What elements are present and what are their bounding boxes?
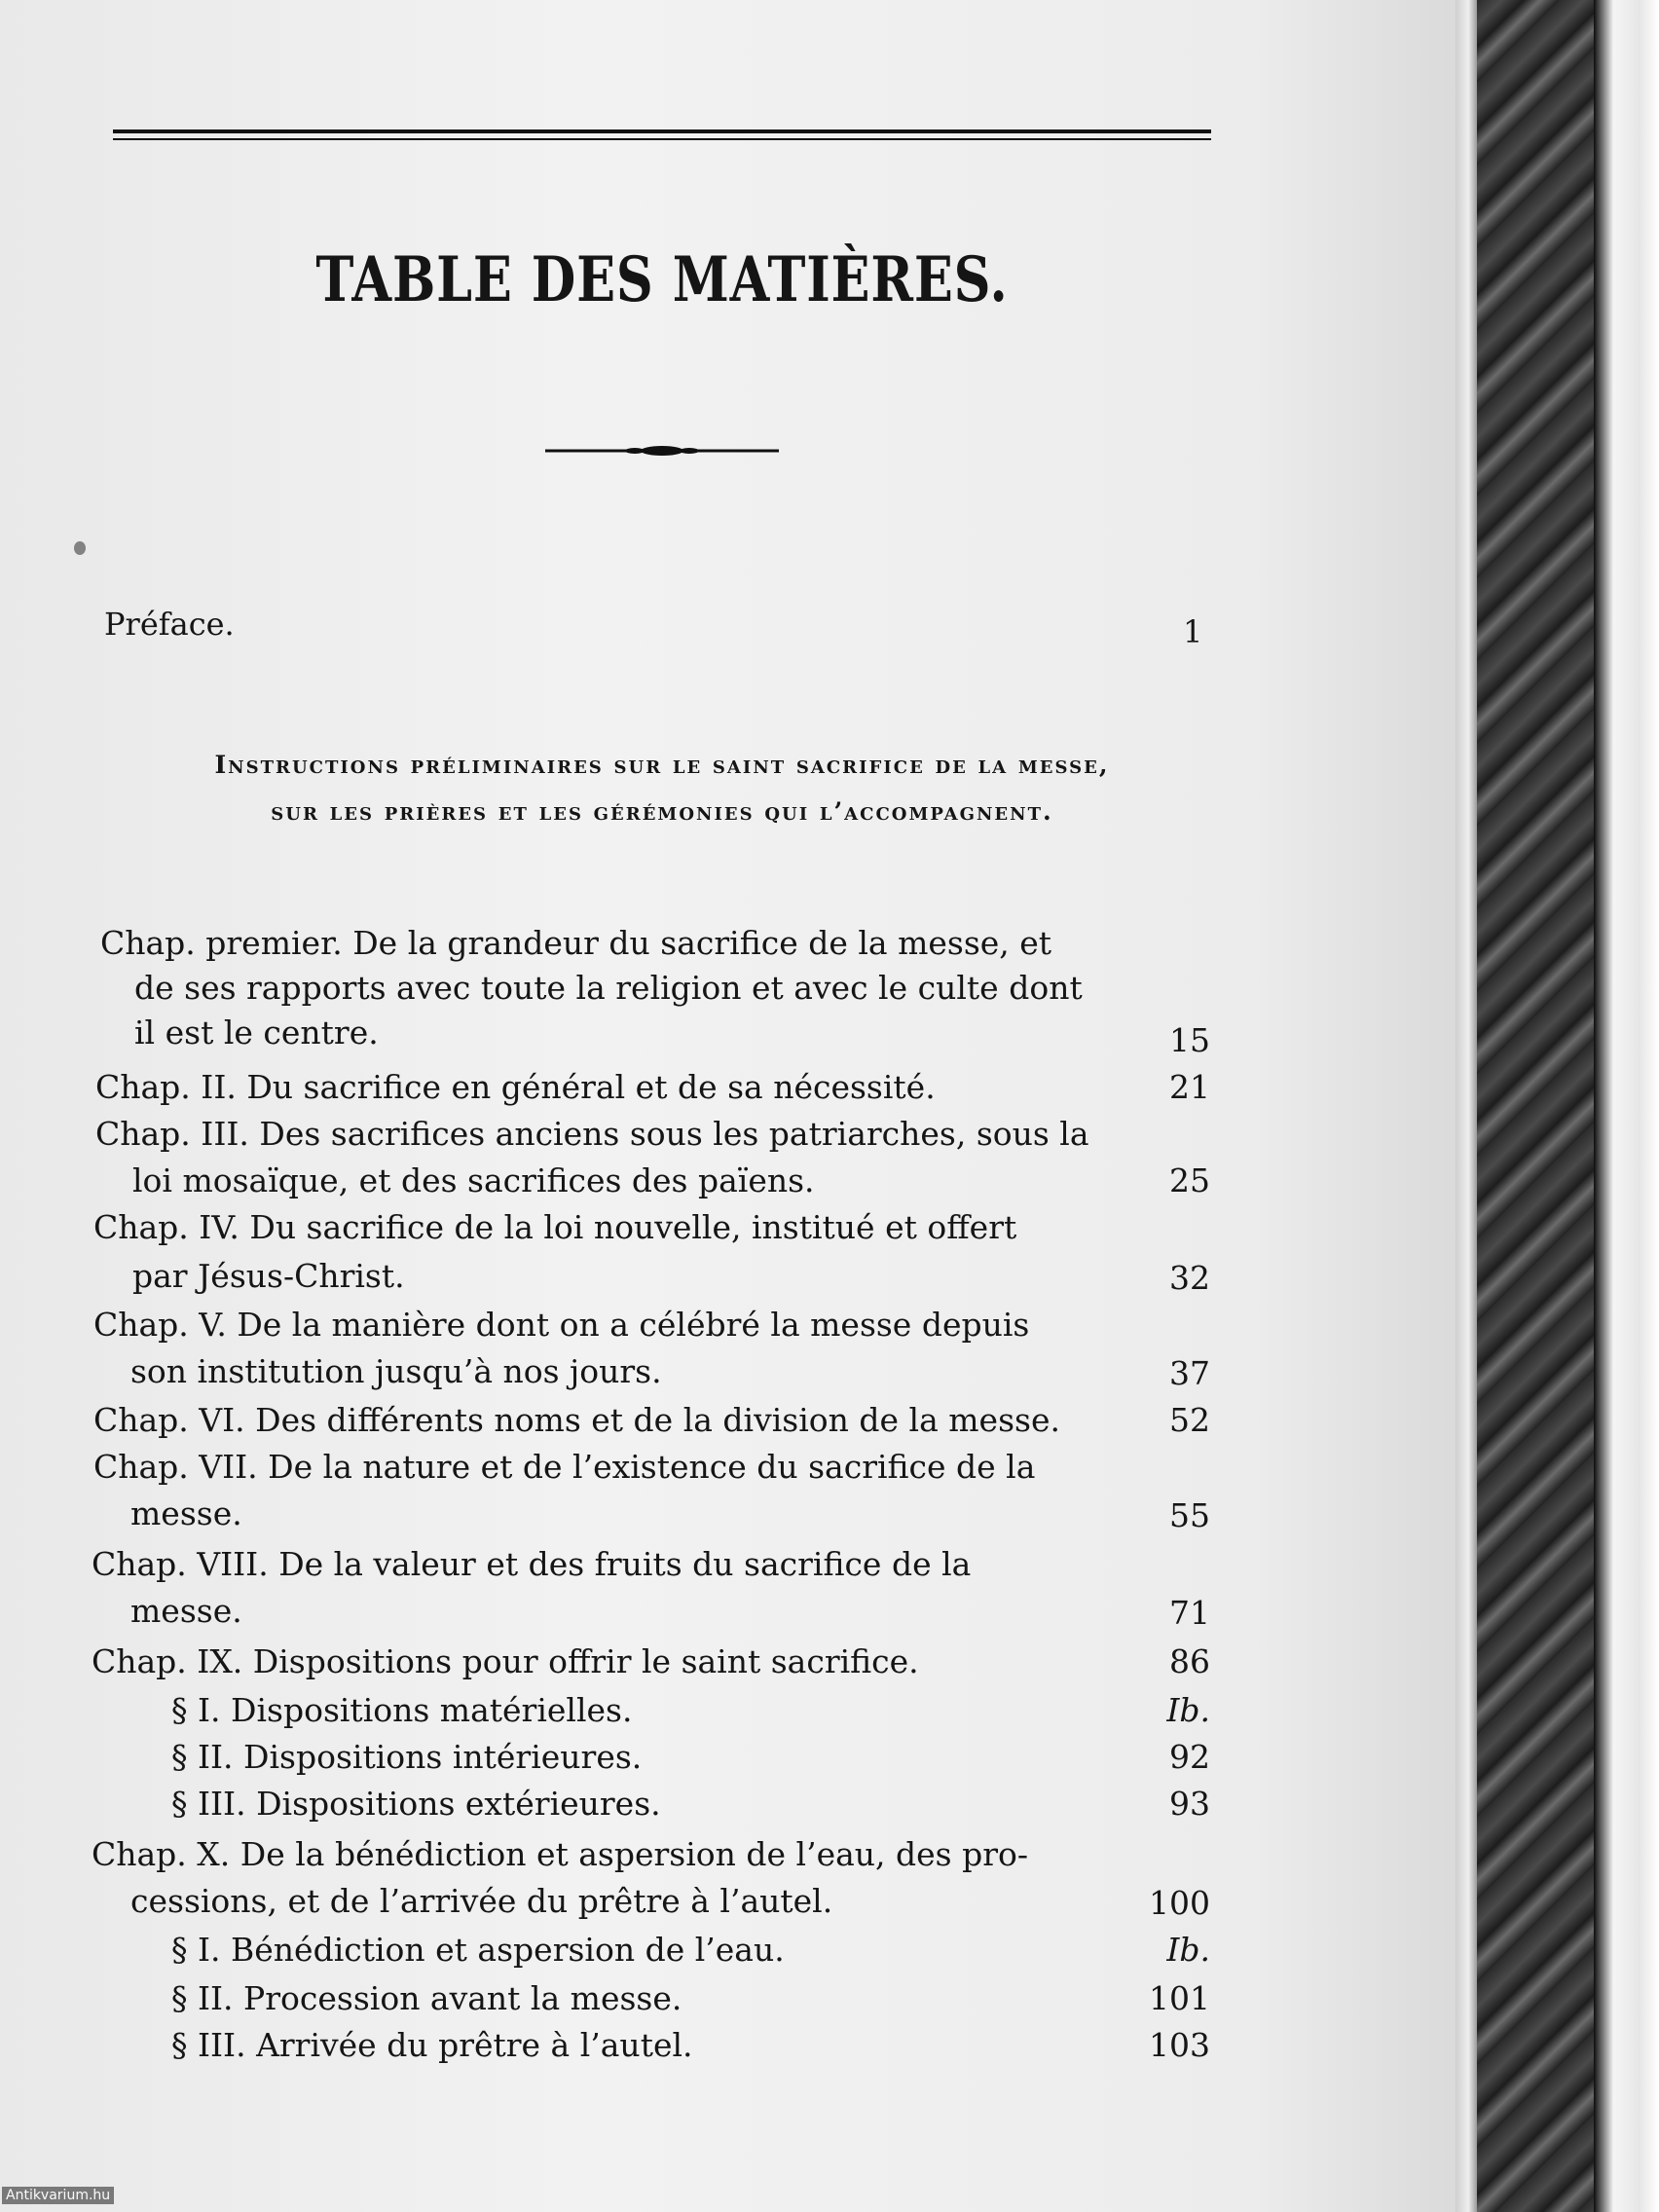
toc-entry-chapter-8-line-1: Chap. VIII. De la valeur et des fruits du sacrifice de la xyxy=(92,1545,972,1583)
toc-entry-chapter-7-line-1: Chap. VII. De la nature et de l’existence du sacrifice de la xyxy=(93,1448,1036,1486)
toc-page-chapter-7: 55 xyxy=(1169,1496,1210,1534)
toc-entry-section-10-2: § II. Procession avant la messe. xyxy=(171,1979,682,2017)
watermark: Antikvarium.hu xyxy=(2,2187,114,2204)
toc-page-chapter-3: 25 xyxy=(1169,1161,1210,1199)
toc-entry-chapter-2: Chap. II. Du sacrifice en général et de sa nécessité. xyxy=(95,1068,936,1106)
toc-entry-chapter-6: Chap. VI. Des différents noms et de la division de la messe. xyxy=(93,1401,1060,1439)
cover-edge xyxy=(1594,0,1659,2212)
toc-page-chapter-5: 37 xyxy=(1169,1354,1210,1392)
top-rule-thin xyxy=(113,138,1211,140)
intro-heading-line-2: sur les prières et les gérémonies qui l’accompagnent. xyxy=(271,797,1053,826)
toc-page-chapter-4: 32 xyxy=(1169,1259,1210,1297)
toc-page-section-10-1: Ib. xyxy=(1166,1931,1210,1969)
toc-entry-chapter-4-line-2: par Jésus-Christ. xyxy=(132,1257,405,1295)
toc-page-chapter-10: 100 xyxy=(1149,1884,1210,1922)
intro-heading-line-1: Instructions préliminaires sur le saint sacrifice de la messe, xyxy=(214,751,1110,779)
toc-entry-chapter-3-line-1: Chap. III. Des sacrifices anciens sous les patriarches, sous la xyxy=(95,1115,1089,1153)
toc-entry-chapter-1-line-2: de ses rapports avec toute la religion et avec le culte dont xyxy=(134,969,1083,1007)
preface-label: Préface. xyxy=(104,606,235,643)
toc-entry-chapter-10-line-2: cessions, et de l’arrivée du prêtre à l’autel. xyxy=(130,1882,833,1920)
toc-entry-chapter-9: Chap. IX. Dispositions pour offrir le saint sacrifice. xyxy=(92,1642,919,1680)
toc-entry-chapter-4-line-1: Chap. IV. Du sacrifice de la loi nouvelle, institué et offert xyxy=(93,1208,1017,1246)
toc-entry-chapter-1-line-3: il est le centre. xyxy=(134,1014,379,1051)
toc-page-chapter-8: 71 xyxy=(1169,1594,1210,1632)
toc-page-section-10-2: 101 xyxy=(1149,1979,1210,2017)
toc-entry-chapter-10-line-1: Chap. X. De la bénédiction et aspersion de l’eau, des pro- xyxy=(92,1835,1029,1873)
toc-entry-section-9-2: § II. Dispositions intérieures. xyxy=(171,1738,643,1776)
top-rule xyxy=(113,129,1211,133)
toc-entry-chapter-1-line-1: Chap. premier. De la grandeur du sacrifice de la messe, et xyxy=(100,924,1052,962)
preface-page: 1 xyxy=(1183,613,1203,650)
toc-page-section-10-3: 103 xyxy=(1149,2026,1210,2064)
page-title: TABLE DES MATIÈRES. xyxy=(315,243,1009,316)
toc-entry-section-9-1: § I. Dispositions matérielles. xyxy=(171,1691,633,1729)
toc-entry-chapter-5-line-1: Chap. V. De la manière dont on a célébré la messe depuis xyxy=(93,1306,1030,1344)
ink-spot xyxy=(74,541,86,555)
toc-page-chapter-6: 52 xyxy=(1169,1401,1210,1439)
toc-entry-section-10-1: § I. Bénédiction et aspersion de l’eau. xyxy=(171,1931,785,1969)
toc-entry-chapter-8-line-2: messe. xyxy=(130,1592,242,1630)
toc-page-section-9-1: Ib. xyxy=(1166,1691,1210,1729)
toc-entry-chapter-7-line-2: messe. xyxy=(130,1494,242,1532)
page-edge xyxy=(1456,0,1477,2212)
toc-entry-section-10-3: § III. Arrivée du prêtre à l’autel. xyxy=(171,2026,693,2064)
toc-entry-chapter-3-line-2: loi mosaïque, et des sacrifices des païens. xyxy=(132,1161,815,1199)
ornament-icon xyxy=(545,440,779,461)
toc-page-section-9-3: 93 xyxy=(1169,1785,1210,1823)
toc-entry-chapter-5-line-2: son institution jusqu’à nos jours. xyxy=(130,1352,662,1390)
toc-page-chapter-1: 15 xyxy=(1169,1021,1210,1059)
marbled-cover xyxy=(1477,0,1594,2212)
toc-page-chapter-9: 86 xyxy=(1169,1642,1210,1680)
toc-entry-section-9-3: § III. Dispositions extérieures. xyxy=(171,1785,661,1823)
toc-page-chapter-2: 21 xyxy=(1169,1068,1210,1106)
toc-page-section-9-2: 92 xyxy=(1169,1738,1210,1776)
